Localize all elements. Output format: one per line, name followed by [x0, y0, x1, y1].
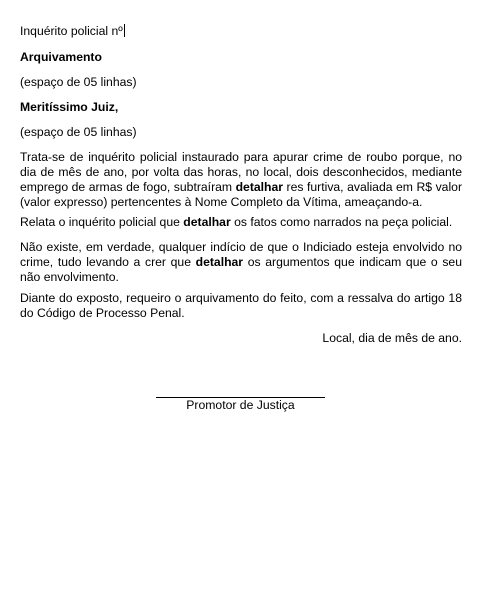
text-cursor [124, 24, 125, 37]
paragraph-1 [20, 150, 462, 210]
salutation: Meritíssimo Juiz, [20, 100, 119, 114]
inquerito-header [20, 24, 462, 39]
paragraph-2-text-b: os fatos como narrados na peça policial. [230, 215, 453, 229]
paragraph-3-text-b: os argumentos que indicam que o seu não envolvimento. [20, 255, 462, 284]
paragraph-1-text-b: res furtiva, avaliada em R$ valor (valor expresso) pertencentes à Nome Completo da Vítima, ameaçando-a. [20, 180, 462, 209]
paragraph-3 [20, 240, 462, 285]
paragraph-3-text-a: Não existe, em verdade, qualquer indício de que o Indiciado esteja envolvido no crime, tudo levando a crer que [20, 240, 462, 269]
paragraph-2-text-a: Relata o inquérito policial que [20, 215, 184, 229]
paragraph-2-emphasis: detalhar [183, 215, 231, 229]
section-title: Arquivamento [20, 50, 102, 64]
paragraph-3-emphasis: detalhar [195, 255, 244, 269]
spacing-note-2: (espaço de 05 linhas) [20, 125, 137, 139]
place-date: Local, dia de mês de ano. [322, 331, 462, 345]
inquerito-label: Inquérito policial nº [20, 24, 123, 38]
paragraph-1-text-a: Trata-se de inquérito policial instaurado para apurar crime de roubo porque, no dia de mês de ano, por volta das horas, no local, dois desconhecidos, mediante emprego de armas de fogo, subtraíram [20, 150, 462, 194]
paragraph-4: Diante do exposto, requeiro o arquivamento do feito, com a ressalva do artigo 18 do Código de Processo Penal. [20, 291, 462, 320]
signature-label: Promotor de Justiça [186, 398, 295, 412]
paragraph-2 [20, 215, 462, 230]
paragraph-1-emphasis: detalhar [235, 180, 284, 194]
spacing-note-1: (espaço de 05 linhas) [20, 75, 137, 89]
